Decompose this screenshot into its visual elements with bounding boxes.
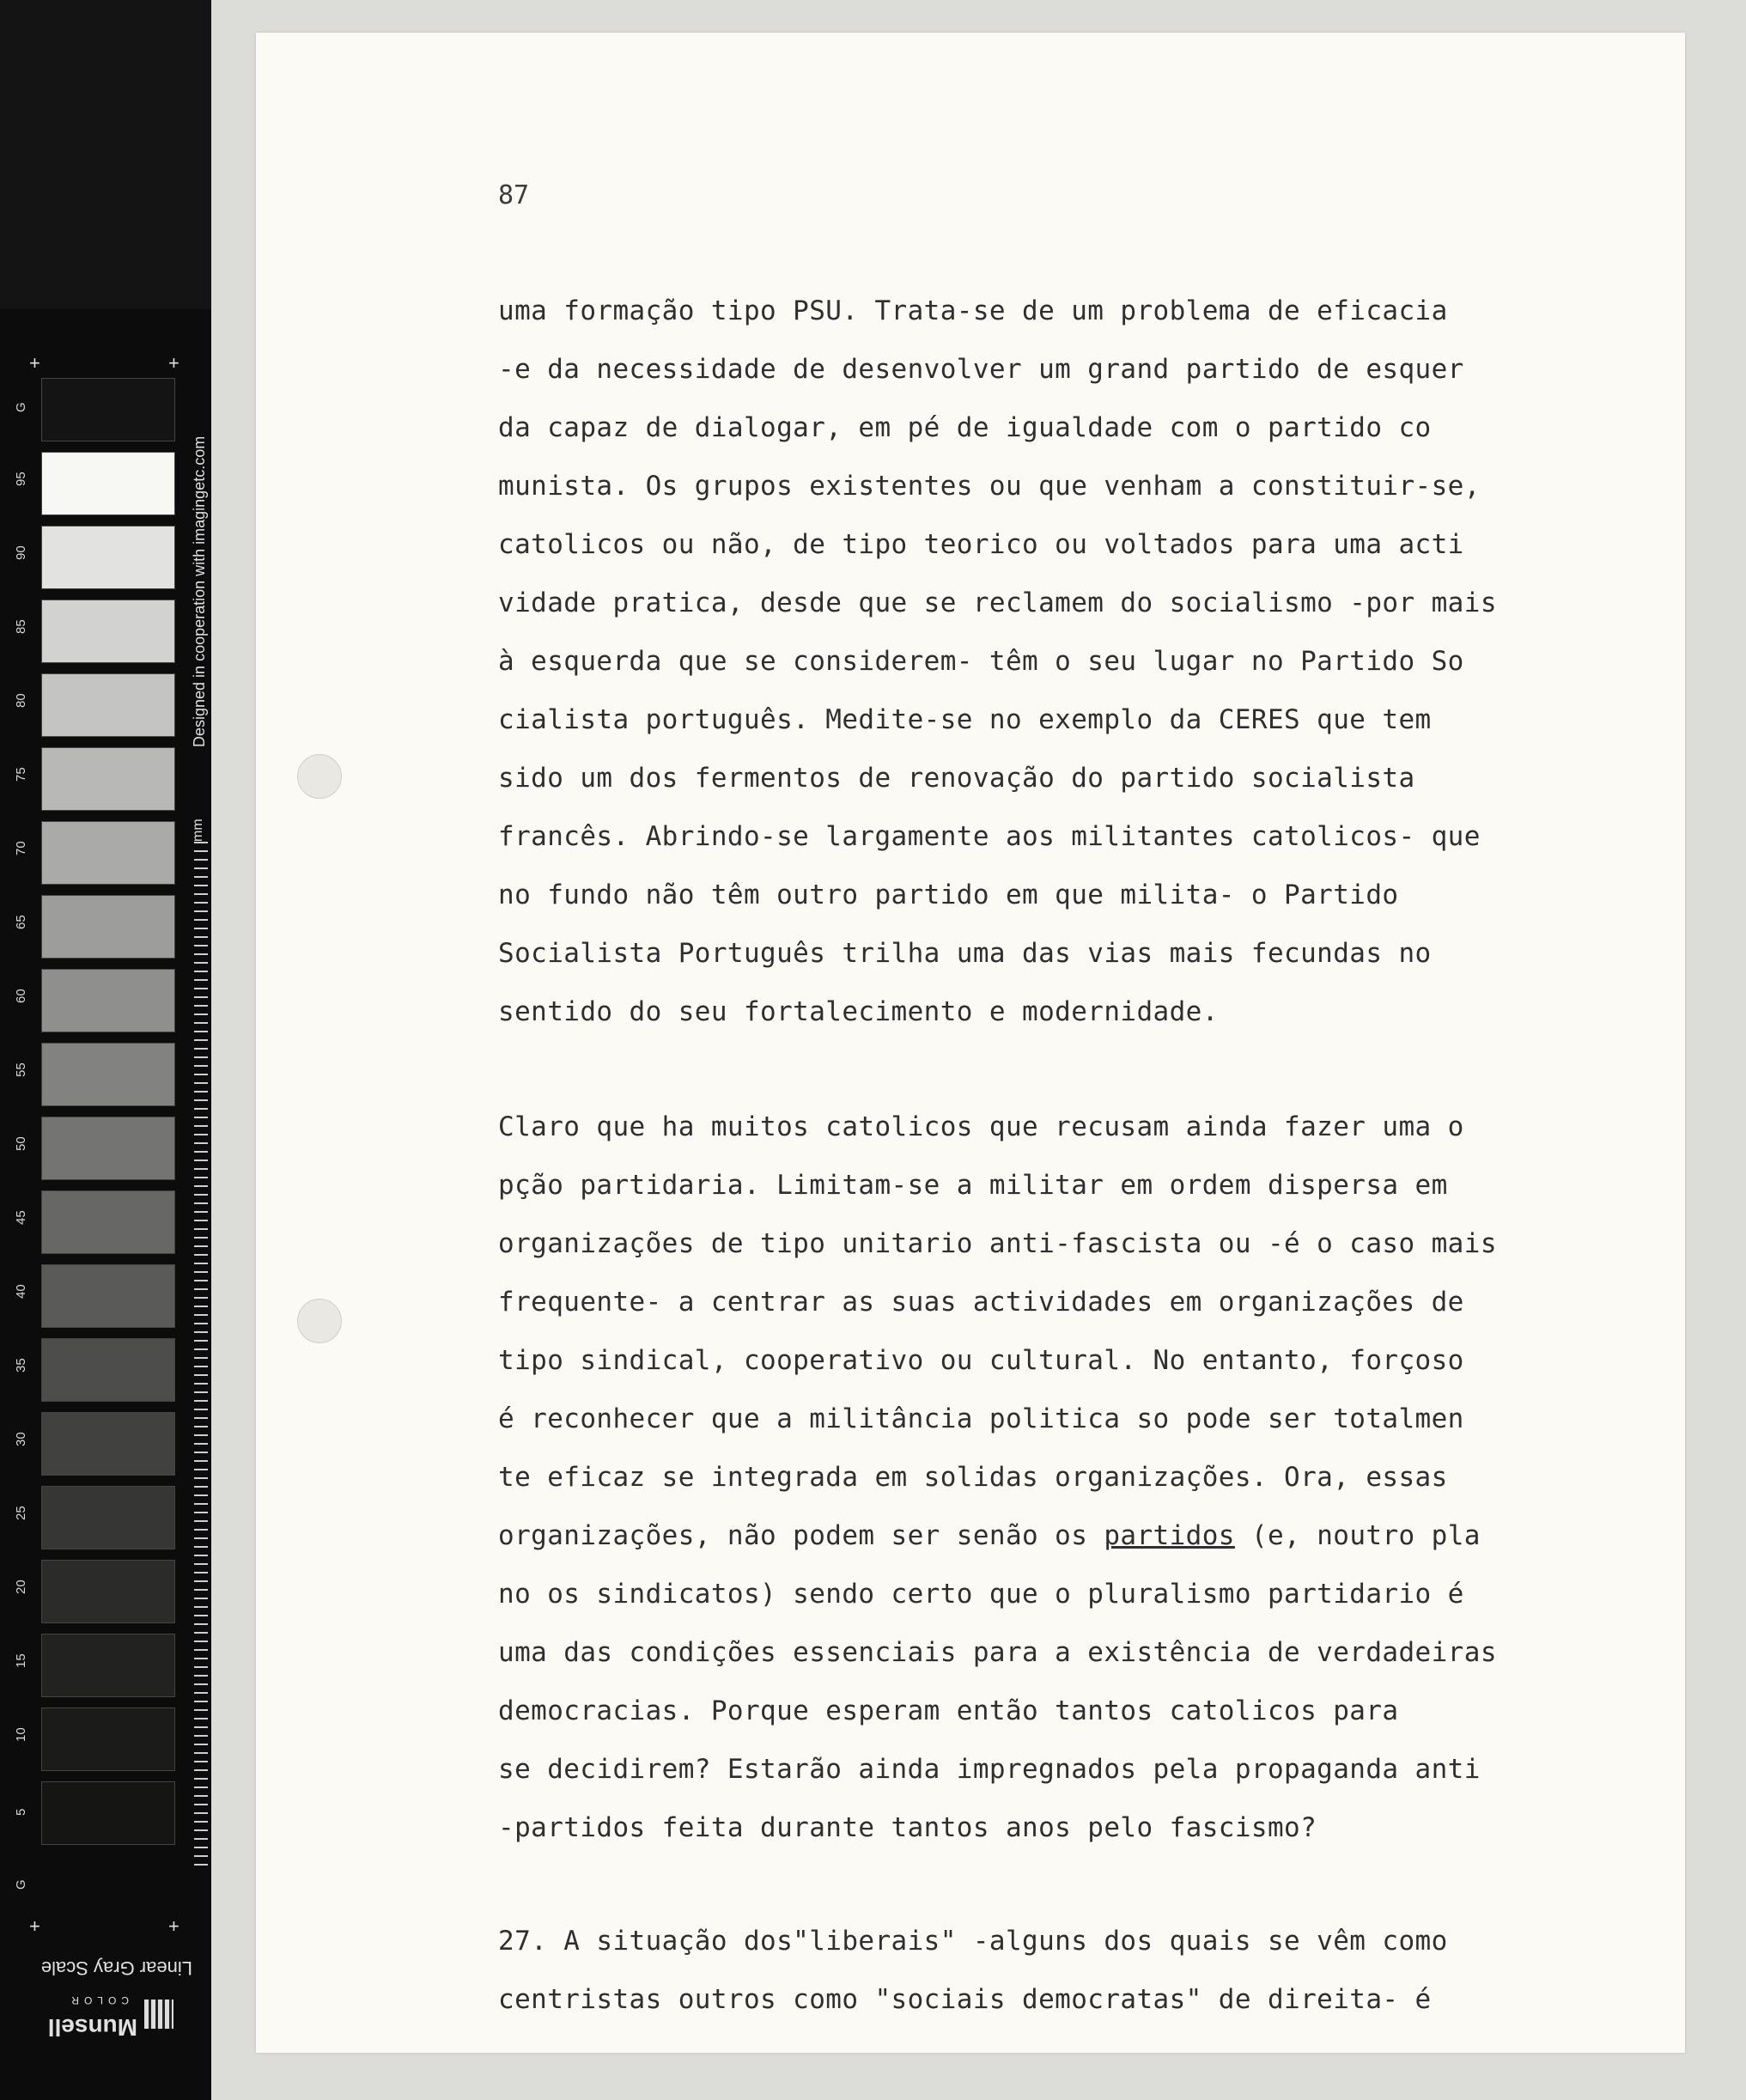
document-page xyxy=(256,33,1685,2053)
scale-number: 5 xyxy=(14,1808,28,1816)
text-line: democracias. Porque esperam então tantos catolicos para xyxy=(498,1695,1399,1726)
brand-sub: COLOR xyxy=(66,1994,129,2006)
gray-patch xyxy=(41,600,175,663)
gray-patch xyxy=(41,1707,175,1771)
scale-number: 50 xyxy=(14,1136,28,1151)
scale-number: 90 xyxy=(14,545,28,560)
scale-number: 30 xyxy=(14,1432,28,1446)
gray-patch xyxy=(41,1043,175,1106)
gray-patch xyxy=(41,1264,175,1328)
text-line: no fundo não têm outro partido em que milita- o Partido xyxy=(498,880,1399,910)
gray-patch xyxy=(41,1560,175,1623)
scale-number: 35 xyxy=(14,1358,28,1373)
text-line: frequente- a centrar as suas actividades em organizações de xyxy=(498,1287,1464,1318)
gray-patch xyxy=(41,1117,175,1180)
text-line: da capaz de dialogar, em pé de igualdade com o partido co xyxy=(498,412,1432,443)
gray-patch xyxy=(41,1338,175,1402)
strip-top-shadow xyxy=(0,0,211,309)
text-segment: (e, noutro pla xyxy=(1234,1520,1481,1551)
text-line: Claro que ha muitos catolicos que recusam ainda fazer uma o xyxy=(498,1111,1464,1142)
gray-patch xyxy=(41,378,175,441)
text-line: sentido do seu fortalecimento e modernidade. xyxy=(498,996,1219,1027)
text-line: organizações de tipo unitario anti-fascista ou -é o caso mais xyxy=(498,1228,1497,1259)
gray-patch xyxy=(41,526,175,589)
gray-patch xyxy=(41,1486,175,1549)
gray-scale-strip xyxy=(0,0,211,2100)
text-line: uma das condições essenciais para a existência de verdadeiras xyxy=(498,1637,1497,1668)
gray-patch xyxy=(41,1634,175,1697)
text-line: -e da necessidade de desenvolver um grand partido de esquer xyxy=(498,354,1464,385)
text-line: francês. Abrindo-se largamente aos militantes catolicos- que xyxy=(498,821,1481,852)
scale-number: 15 xyxy=(14,1653,28,1668)
scale-number: G xyxy=(14,1879,28,1890)
scale-number: 65 xyxy=(14,915,28,929)
mm-ruler xyxy=(194,842,208,1872)
munsell-logo-icon xyxy=(144,2000,173,2029)
scale-number: 60 xyxy=(14,989,28,1003)
scale-number: 40 xyxy=(14,1284,28,1299)
scale-number: 55 xyxy=(14,1062,28,1077)
scale-number: 20 xyxy=(14,1580,28,1594)
plus-mark: + xyxy=(168,352,179,374)
page-number: 87 xyxy=(498,180,530,210)
text-line: 27. A situação dos"liberais" -alguns dos quais se vêm como xyxy=(498,1926,1448,1957)
text-line: tipo sindical, cooperativo ou cultural. No entanto, forçoso xyxy=(498,1345,1464,1376)
gray-patch xyxy=(41,821,175,885)
text-line: te eficaz se integrada em solidas organizações. Ora, essas xyxy=(498,1462,1448,1493)
plus-mark: + xyxy=(29,352,40,374)
gray-patch xyxy=(41,452,175,515)
plus-mark: + xyxy=(29,1915,40,1937)
designed-text: Designed in cooperation with imagingetc.com xyxy=(191,435,208,747)
scale-number: G xyxy=(14,402,28,412)
gray-patch xyxy=(41,1190,175,1254)
gray-patch xyxy=(41,895,175,959)
text-line: vidade pratica, desde que se reclamem do socialismo -por mais xyxy=(498,587,1497,618)
text-segment: organizações, não podem ser senão os xyxy=(498,1520,1104,1551)
gray-patch xyxy=(41,969,175,1032)
text-line: no os sindicatos) sendo certo que o pluralismo partidario é xyxy=(498,1579,1464,1610)
underlined-word: partidos xyxy=(1104,1520,1235,1551)
gray-patch xyxy=(41,1412,175,1476)
text-line: uma formação tipo PSU. Trata-se de um problema de eficacia xyxy=(498,295,1448,326)
punch-hole xyxy=(297,1299,342,1343)
scale-number: 85 xyxy=(14,619,28,634)
text-line: centristas outros como "sociais democratas" de direita- é xyxy=(498,1984,1432,2015)
punch-hole xyxy=(297,754,342,799)
text-line: cialista português. Medite-se no exemplo da CERES que tem xyxy=(498,704,1432,735)
scale-number: 70 xyxy=(14,841,28,855)
text-line-with-underline xyxy=(498,1520,1481,1551)
scale-number: 80 xyxy=(14,693,28,708)
mm-label: mm xyxy=(191,819,205,842)
scale-number: 95 xyxy=(14,472,28,486)
gray-patches xyxy=(41,378,175,1855)
text-line: catolicos ou não, de tipo teorico ou voltados para uma acti xyxy=(498,529,1464,560)
text-line: pção partidaria. Limitam-se a militar em ordem dispersa em xyxy=(498,1170,1448,1201)
text-line: à esquerda que se considerem- têm o seu lugar no Partido So xyxy=(498,646,1464,677)
text-line: Socialista Português trilha uma das vias mais fecundas no xyxy=(498,938,1432,969)
scale-number: 25 xyxy=(14,1506,28,1520)
text-line: -partidos feita durante tantos anos pelo fascismo? xyxy=(498,1812,1317,1843)
text-line: munista. Os grupos existentes ou que venham a constituir-se, xyxy=(498,471,1481,502)
gray-patch xyxy=(41,747,175,811)
scale-number: 10 xyxy=(14,1727,28,1742)
scale-number: 45 xyxy=(14,1210,28,1225)
text-line: se decidirem? Estarão ainda impregnados pela propaganda anti xyxy=(498,1754,1481,1785)
text-line: é reconhecer que a militância politica so pode ser totalmen xyxy=(498,1403,1464,1434)
gray-patch xyxy=(41,1781,175,1845)
gray-patch xyxy=(41,673,175,737)
text-line: sido um dos fermentos de renovação do partido socialista xyxy=(498,763,1415,794)
scale-title: Linear Gray Scale xyxy=(40,1957,192,1979)
brand-name: Munsell xyxy=(47,2014,137,2041)
plus-mark: + xyxy=(168,1915,179,1937)
scale-number: 75 xyxy=(14,767,28,782)
